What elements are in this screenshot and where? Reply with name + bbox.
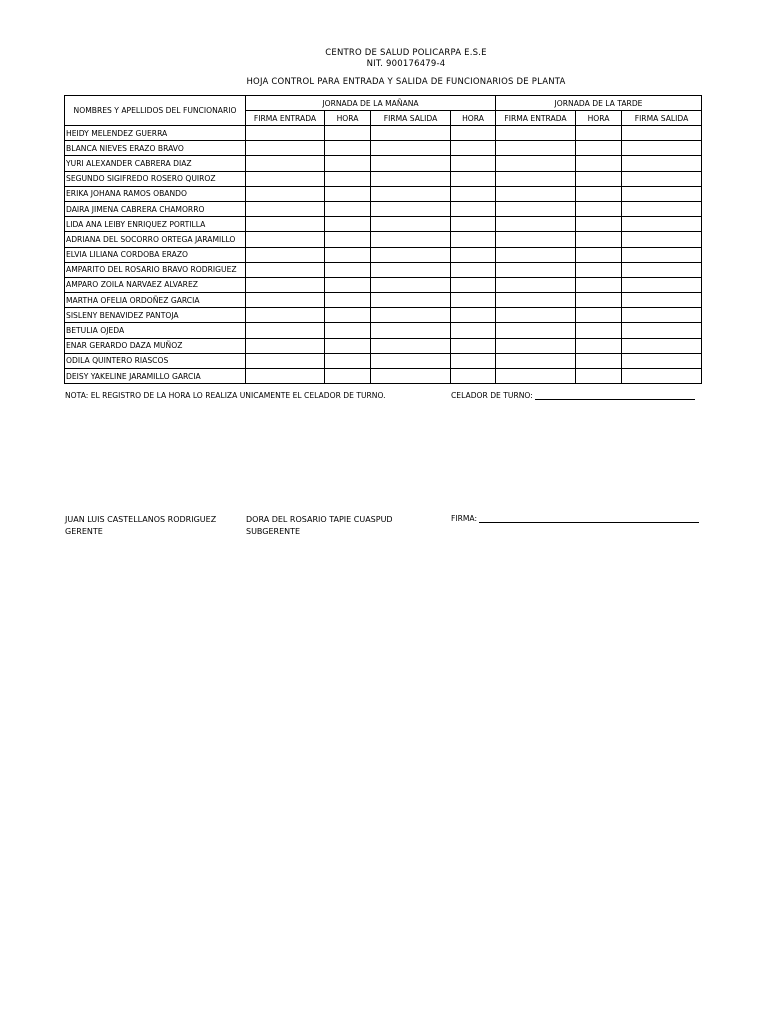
entry-cell[interactable] [246, 353, 325, 368]
entry-cell[interactable] [576, 323, 622, 338]
table-row [65, 141, 702, 156]
employee-name: ENAR GERARDO DAZA MUÑOZ [65, 338, 246, 353]
entry-cell[interactable] [246, 156, 325, 171]
entry-cell[interactable] [325, 323, 371, 338]
entry-cell[interactable] [622, 141, 702, 156]
entry-cell[interactable] [576, 369, 622, 384]
employee-name: AMPARO ZOILA NARVAEZ ALVAREZ [65, 277, 246, 292]
entry-cell[interactable] [496, 186, 576, 201]
employee-name: ELVIA LILIANA CORDOBA ERAZO [65, 247, 246, 262]
entry-cell[interactable] [246, 293, 325, 308]
entry-cell[interactable] [622, 201, 702, 216]
entry-cell[interactable] [371, 262, 451, 277]
entry-cell[interactable] [622, 186, 702, 201]
entry-cell[interactable] [371, 126, 451, 141]
firma-field [451, 514, 699, 523]
entry-cell[interactable] [246, 308, 325, 323]
entry-cell[interactable] [576, 201, 622, 216]
entry-cell[interactable] [576, 232, 622, 247]
entry-cell[interactable] [246, 338, 325, 353]
entry-cell[interactable] [576, 247, 622, 262]
firma-signature-line[interactable] [479, 514, 699, 523]
entry-cell[interactable] [576, 262, 622, 277]
employee-name: YURI ALEXANDER CABRERA DIAZ [65, 156, 246, 171]
entry-cell[interactable] [622, 247, 702, 262]
employee-name: DEISY YAKELINE JARAMILLO GARCIA [65, 369, 246, 384]
employee-name: SEGUNDO SIGIFREDO ROSERO QUIROZ [65, 171, 246, 186]
celador-field [451, 391, 695, 400]
sub-header-cell: HORA [451, 111, 496, 126]
table-row [65, 217, 702, 232]
entry-cell[interactable] [576, 126, 622, 141]
entry-cell[interactable] [622, 262, 702, 277]
attendance-table [64, 95, 702, 384]
entry-cell[interactable] [451, 171, 496, 186]
entry-cell[interactable] [325, 262, 371, 277]
entry-cell[interactable] [371, 293, 451, 308]
entry-cell[interactable] [371, 171, 451, 186]
employee-name: SISLENY BENAVIDEZ PANTOJA [65, 308, 246, 323]
entry-cell[interactable] [496, 232, 576, 247]
entry-cell[interactable] [496, 277, 576, 292]
table-row [65, 156, 702, 171]
table-row [65, 308, 702, 323]
employee-name: MARTHA OFELIA ORDOÑEZ GARCIA [65, 293, 246, 308]
entry-cell[interactable] [371, 141, 451, 156]
entry-cell[interactable] [451, 247, 496, 262]
table-row [65, 369, 702, 384]
entry-cell[interactable] [622, 338, 702, 353]
entry-cell[interactable] [325, 186, 371, 201]
entry-cell[interactable] [622, 353, 702, 368]
employee-rows [65, 126, 702, 384]
employee-name: DAIRA JIMENA CABRERA CHAMORRO [65, 201, 246, 216]
table-row [65, 323, 702, 338]
signature-block-subgerente [246, 514, 393, 538]
entry-cell[interactable] [451, 353, 496, 368]
entry-cell[interactable] [496, 338, 576, 353]
entry-cell[interactable] [451, 217, 496, 232]
signature-block-gerente [65, 514, 216, 538]
entry-cell[interactable] [576, 353, 622, 368]
employee-name: LIDA ANA LEIBY ENRIQUEZ PORTILLA [65, 217, 246, 232]
entry-cell[interactable] [246, 141, 325, 156]
table-row [65, 353, 702, 368]
gerente-role: GERENTE [65, 527, 103, 536]
table-row [65, 293, 702, 308]
entry-cell[interactable] [576, 277, 622, 292]
entry-cell[interactable] [325, 217, 371, 232]
table-row [65, 277, 702, 292]
entry-cell[interactable] [325, 247, 371, 262]
entry-cell[interactable] [576, 217, 622, 232]
entry-cell[interactable] [496, 141, 576, 156]
table-row [65, 126, 702, 141]
subgerente-name: DORA DEL ROSARIO TAPIE CUASPUD [246, 515, 393, 524]
sub-header-cell: HORA [576, 111, 622, 126]
entry-cell[interactable] [371, 186, 451, 201]
entry-cell[interactable] [496, 369, 576, 384]
entry-cell[interactable] [325, 308, 371, 323]
entry-cell[interactable] [371, 247, 451, 262]
entry-cell[interactable] [451, 201, 496, 216]
entry-cell[interactable] [451, 186, 496, 201]
employee-name: ERIKA JOHANA RAMOS OBANDO [65, 186, 246, 201]
name-column-header: NOMBRES Y APELLIDOS DEL FUNCIONARIO [65, 96, 246, 126]
entry-cell[interactable] [246, 262, 325, 277]
morning-shift-header: JORNADA DE LA MAÑANA [246, 96, 496, 111]
entry-cell[interactable] [622, 156, 702, 171]
table-row [65, 232, 702, 247]
entry-cell[interactable] [576, 156, 622, 171]
entry-cell[interactable] [371, 353, 451, 368]
entry-cell[interactable] [325, 277, 371, 292]
sub-header-cell: FIRMA ENTRADA [496, 111, 576, 126]
entry-cell[interactable] [496, 247, 576, 262]
table-row [65, 201, 702, 216]
entry-cell[interactable] [576, 293, 622, 308]
entry-cell[interactable] [246, 369, 325, 384]
entry-cell[interactable] [451, 262, 496, 277]
entry-cell[interactable] [622, 217, 702, 232]
entry-cell[interactable] [325, 201, 371, 216]
entry-cell[interactable] [451, 369, 496, 384]
entry-cell[interactable] [622, 369, 702, 384]
entry-cell[interactable] [622, 232, 702, 247]
entry-cell[interactable] [451, 156, 496, 171]
entry-cell[interactable] [371, 308, 451, 323]
entry-cell[interactable] [451, 308, 496, 323]
entry-cell[interactable] [622, 171, 702, 186]
celador-label: CELADOR DE TURNO: [451, 391, 533, 400]
entry-cell[interactable] [325, 156, 371, 171]
entry-cell[interactable] [622, 293, 702, 308]
afternoon-shift-header: JORNADA DE LA TARDE [496, 96, 702, 111]
table-row [65, 186, 702, 201]
entry-cell[interactable] [451, 141, 496, 156]
institution-name: CENTRO DE SALUD POLICARPA E.S.E [325, 48, 487, 58]
document-title: HOJA CONTROL PARA ENTRADA Y SALIDA DE FUNCIONARIOS DE PLANTA [246, 77, 566, 87]
entry-cell[interactable] [246, 247, 325, 262]
employee-name: BLANCA NIEVES ERAZO BRAVO [65, 141, 246, 156]
entry-cell[interactable] [496, 156, 576, 171]
subgerente-role: SUBGERENTE [246, 527, 301, 536]
entry-cell[interactable] [496, 308, 576, 323]
entry-cell[interactable] [496, 262, 576, 277]
entry-cell[interactable] [496, 293, 576, 308]
entry-cell[interactable] [325, 338, 371, 353]
entry-cell[interactable] [576, 141, 622, 156]
entry-cell[interactable] [496, 171, 576, 186]
entry-cell[interactable] [325, 369, 371, 384]
entry-cell[interactable] [371, 323, 451, 338]
sub-header-cell: HORA [325, 111, 371, 126]
employee-name: AMPARITO DEL ROSARIO BRAVO RODRIGUEZ [65, 262, 246, 277]
entry-cell[interactable] [622, 126, 702, 141]
entry-cell[interactable] [246, 171, 325, 186]
entry-cell[interactable] [246, 277, 325, 292]
employee-name: HEIDY MELENDEZ GUERRA [65, 126, 246, 141]
note-text: NOTA: EL REGISTRO DE LA HORA LO REALIZA UNICAMENTE EL CELADOR DE TURNO. [65, 391, 386, 400]
entry-cell[interactable] [371, 201, 451, 216]
entry-cell[interactable] [371, 232, 451, 247]
entry-cell[interactable] [325, 171, 371, 186]
entry-cell[interactable] [325, 293, 371, 308]
employee-name: ADRIANA DEL SOCORRO ORTEGA JARAMILLO [65, 232, 246, 247]
entry-cell[interactable] [246, 201, 325, 216]
entry-cell[interactable] [246, 126, 325, 141]
entry-cell[interactable] [246, 232, 325, 247]
entry-cell[interactable] [371, 338, 451, 353]
table-row [65, 171, 702, 186]
entry-cell[interactable] [325, 353, 371, 368]
employee-name: BETULIA OJEDA [65, 323, 246, 338]
sub-header-cell: FIRMA SALIDA [371, 111, 451, 126]
entry-cell[interactable] [371, 369, 451, 384]
entry-cell[interactable] [246, 217, 325, 232]
entry-cell[interactable] [496, 217, 576, 232]
entry-cell[interactable] [576, 308, 622, 323]
table-row [65, 262, 702, 277]
entry-cell[interactable] [371, 277, 451, 292]
entry-cell[interactable] [451, 232, 496, 247]
gerente-name: JUAN LUIS CASTELLANOS RODRIGUEZ [65, 515, 217, 524]
celador-signature-line[interactable] [535, 391, 695, 400]
entry-cell[interactable] [246, 323, 325, 338]
institution-nit: NIT. 900176479-4 [366, 59, 446, 69]
entry-cell[interactable] [371, 217, 451, 232]
entry-cell[interactable] [325, 126, 371, 141]
entry-cell[interactable] [622, 323, 702, 338]
entry-cell[interactable] [451, 293, 496, 308]
entry-cell[interactable] [496, 126, 576, 141]
entry-cell[interactable] [622, 277, 702, 292]
entry-cell[interactable] [576, 186, 622, 201]
sub-header-cell: FIRMA ENTRADA [246, 111, 325, 126]
table-row [65, 247, 702, 262]
employee-name: ODILA QUINTERO RIASCOS [65, 353, 246, 368]
entry-cell[interactable] [371, 156, 451, 171]
firma-label: FIRMA: [451, 514, 478, 523]
entry-cell[interactable] [496, 353, 576, 368]
entry-cell[interactable] [451, 126, 496, 141]
entry-cell[interactable] [622, 308, 702, 323]
entry-cell[interactable] [576, 171, 622, 186]
entry-cell[interactable] [496, 201, 576, 216]
entry-cell[interactable] [496, 323, 576, 338]
sub-header-cell: FIRMA SALIDA [622, 111, 702, 126]
entry-cell[interactable] [451, 323, 496, 338]
entry-cell[interactable] [451, 338, 496, 353]
entry-cell[interactable] [576, 338, 622, 353]
entry-cell[interactable] [325, 232, 371, 247]
entry-cell[interactable] [451, 277, 496, 292]
entry-cell[interactable] [325, 141, 371, 156]
entry-cell[interactable] [246, 186, 325, 201]
table-row [65, 338, 702, 353]
